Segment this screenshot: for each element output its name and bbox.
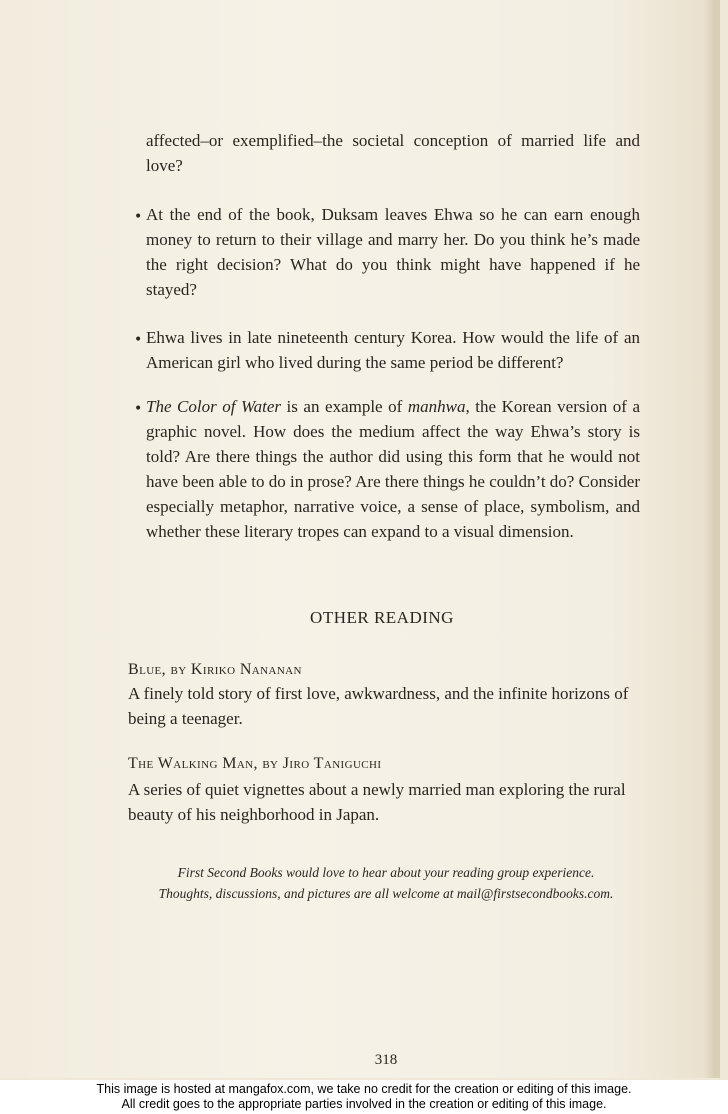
footer-line: All credit goes to the appropriate parties involved in the creation or editing of this image. [121,1097,607,1111]
question-continuation [146,128,640,178]
question-text: At the end of the book, Duksam leaves Ehwa so he can earn enough money to return to their village and marry her. Do you think he’s made the right decision? What do you think might have happened if he stayed? [146,205,640,299]
question-item [146,325,640,375]
question-item [146,202,640,302]
footer-line: This image is hosted at mangafox.com, we take no credit for the creation or editing of this image. [96,1082,632,1096]
question-text: is an example of [281,397,408,416]
question-text: , the Korean version of a graphic novel. How does the medium affect the way Ehwa’s story is told? Are there things the author did using this form that he would not have been able to do in prose? Are there things he couldn’t do? Consider especially metaphor, narrative voice, a sense of place, symbolism, and whether these literary tropes can expand to a visual dimension. [146,397,640,541]
reading-title: Blue, by Kiriko Nananan [128,661,302,678]
bullet-icon: • [134,332,143,348]
contact-note-line: First Second Books would love to hear about your reading group experience. [177,865,595,880]
reading-title: The Walking Man, by Jiro Taniguchi [128,755,382,772]
hosting-footer [0,1080,728,1114]
term: manhwa [407,397,466,416]
page-edge [704,0,716,1078]
section-heading: OTHER READING [310,608,454,627]
bullet-icon: • [134,401,143,417]
question-text: affected–or exemplified–the societal conception of married life and love? [146,131,640,175]
contact-note-line: Thoughts, discussions, and pictures are all welcome at mail@firstsecondbooks.com. [158,886,614,901]
question-text: Ehwa lives in late nineteenth century Korea. How would the life of an American girl who lived during the same period be different? [146,328,640,372]
question-item [146,394,640,544]
bullet-icon: • [134,209,143,225]
book-title: The Color of Water [146,397,282,416]
reading-description: A series of quiet vignettes about a newly married man exploring the rural beauty of his neighborhood in Japan. [128,780,626,824]
page-number: 318 [374,1052,398,1068]
reading-description: A finely told story of first love, awkwardness, and the infinite horizons of being a teenager. [128,684,629,728]
